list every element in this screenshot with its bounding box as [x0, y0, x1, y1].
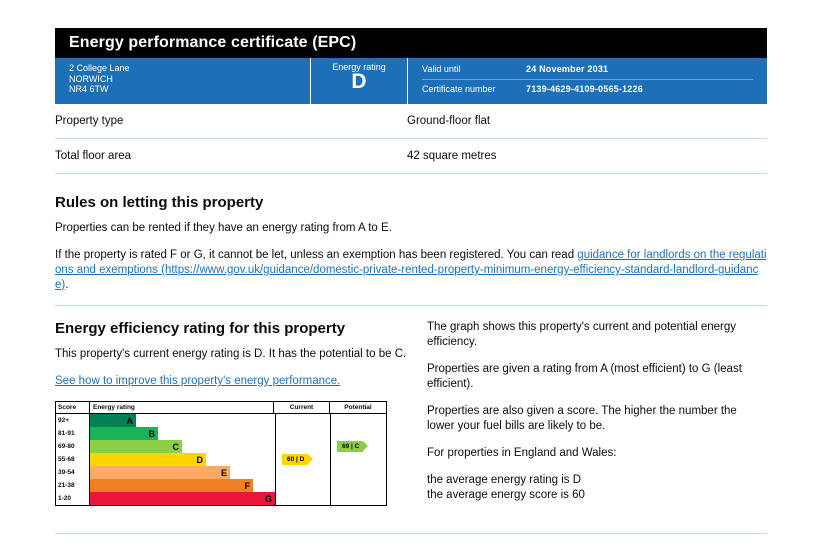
band-score-range: 69-80: [56, 440, 90, 453]
improve-energy-performance-link[interactable]: See how to improve this property's energy performance.: [55, 375, 341, 387]
divider: [55, 305, 767, 306]
address-line-2: NORWICH: [69, 73, 113, 84]
summary-divider: [422, 79, 753, 80]
table-row: [55, 104, 767, 139]
footer-divider: [55, 533, 767, 534]
rules-heading: Rules on letting this property: [55, 194, 264, 211]
graph-header-score: Score: [56, 402, 90, 414]
rules-paragraph-2-text: If the property is rated F or G, it cannot be let, unless an exemption has been registered. You can read: [55, 249, 578, 261]
address-line-3: NR4 6TW: [69, 84, 109, 94]
rules-paragraph-2-suffix: .: [65, 279, 69, 291]
average-energy-score: the average energy score is 60: [427, 489, 585, 501]
band-bar-e: E: [90, 466, 230, 479]
right-paragraph-1: The graph shows this property's current and potential energy efficiency.: [427, 321, 737, 348]
graph-bands: [56, 414, 276, 505]
band-score-range: 55-68: [56, 453, 90, 466]
summary-band: [55, 58, 767, 104]
graph-header-potential: Potential: [330, 402, 386, 414]
band-bar-f: F: [90, 479, 253, 492]
valid-until-value: 24 November 2031: [526, 64, 609, 74]
average-energy-rating: the average energy rating is D: [427, 474, 582, 486]
band-score-range: 21-38: [56, 479, 90, 492]
band-score-range: 81-91: [56, 427, 90, 440]
certificate-number-value: 7139-4629-4109-0565-1226: [526, 84, 643, 94]
property-type-label: Property type: [55, 115, 124, 127]
address-line-1: 2 College Lane: [69, 63, 130, 73]
total-floor-area-label: Total floor area: [55, 150, 132, 162]
property-type-value: Ground-floor flat: [407, 115, 491, 127]
graph-band-b: [56, 427, 275, 440]
efficiency-paragraph: This property's current energy rating is D. It has the potential to be C.: [55, 348, 407, 360]
energy-rating-label: Energy rating: [332, 62, 386, 72]
graph-potential-column: [331, 414, 386, 505]
energy-rating-box: [310, 58, 408, 104]
epc-sheet: [55, 28, 767, 534]
efficiency-right-column: [427, 320, 767, 515]
band-score-range: 1-20: [56, 492, 90, 505]
valid-until-label: Valid until: [422, 64, 461, 74]
band-bar-c: C: [90, 440, 182, 453]
total-floor-area-value: 42 square metres: [407, 150, 497, 162]
property-address: [55, 58, 310, 104]
band-score-range: 92+: [56, 414, 90, 427]
document-title-bar: [55, 28, 767, 58]
right-paragraph-4: For properties in England and Wales:: [427, 447, 617, 459]
epc-rating-graph: [55, 401, 387, 506]
table-row: [55, 139, 767, 174]
band-bar-b: B: [90, 427, 158, 440]
band-score-range: 39-54: [56, 466, 90, 479]
band-bar-a: A: [90, 414, 136, 427]
graph-current-column: [276, 414, 331, 505]
rules-paragraph-1: Properties can be rented if they have an energy rating from A to E.: [55, 222, 392, 234]
graph-header-energy-rating: Energy rating: [90, 402, 274, 414]
graph-band-c: [56, 440, 275, 453]
right-paragraph-3: Properties are also given a score. The higher the number the lower your fuel bills are likely to be.: [427, 405, 737, 432]
right-paragraph-2: Properties are given a rating from A (most efficient) to G (least efficient).: [427, 363, 742, 390]
right-averages: [427, 473, 767, 503]
graph-band-g: [56, 492, 275, 505]
graph-header-current: Current: [274, 402, 330, 414]
graph-header-row: [56, 402, 386, 414]
page-title: Energy performance certificate (EPC): [69, 34, 357, 51]
improve-link-paragraph: [55, 374, 427, 389]
graph-band-e: [56, 466, 275, 479]
efficiency-section: [55, 320, 767, 515]
efficiency-left-column: [55, 320, 427, 515]
rules-paragraph-2: [55, 248, 767, 293]
graph-band-a: [56, 414, 275, 427]
landlord-guidance-link[interactable]: guidance for landlords on the regulations and exemptions (https://www.gov.uk/guidance/domestic-private-rented-property-minimum-energy-efficiency-standard-landlord-guidance): [55, 249, 767, 291]
energy-rating-letter: D: [351, 70, 367, 93]
certificate-details: [408, 58, 767, 104]
certificate-number-label: Certificate number: [422, 84, 496, 94]
band-bar-g: G: [90, 492, 275, 505]
graph-band-f: [56, 479, 275, 492]
current-rating-marker: 60 | D: [282, 454, 308, 465]
band-bar-d: D: [90, 453, 206, 466]
graph-body: [56, 414, 386, 505]
graph-band-d: [56, 453, 275, 466]
efficiency-heading: Energy efficiency rating for this property: [55, 320, 346, 337]
potential-rating-marker: 69 | C: [337, 441, 363, 452]
